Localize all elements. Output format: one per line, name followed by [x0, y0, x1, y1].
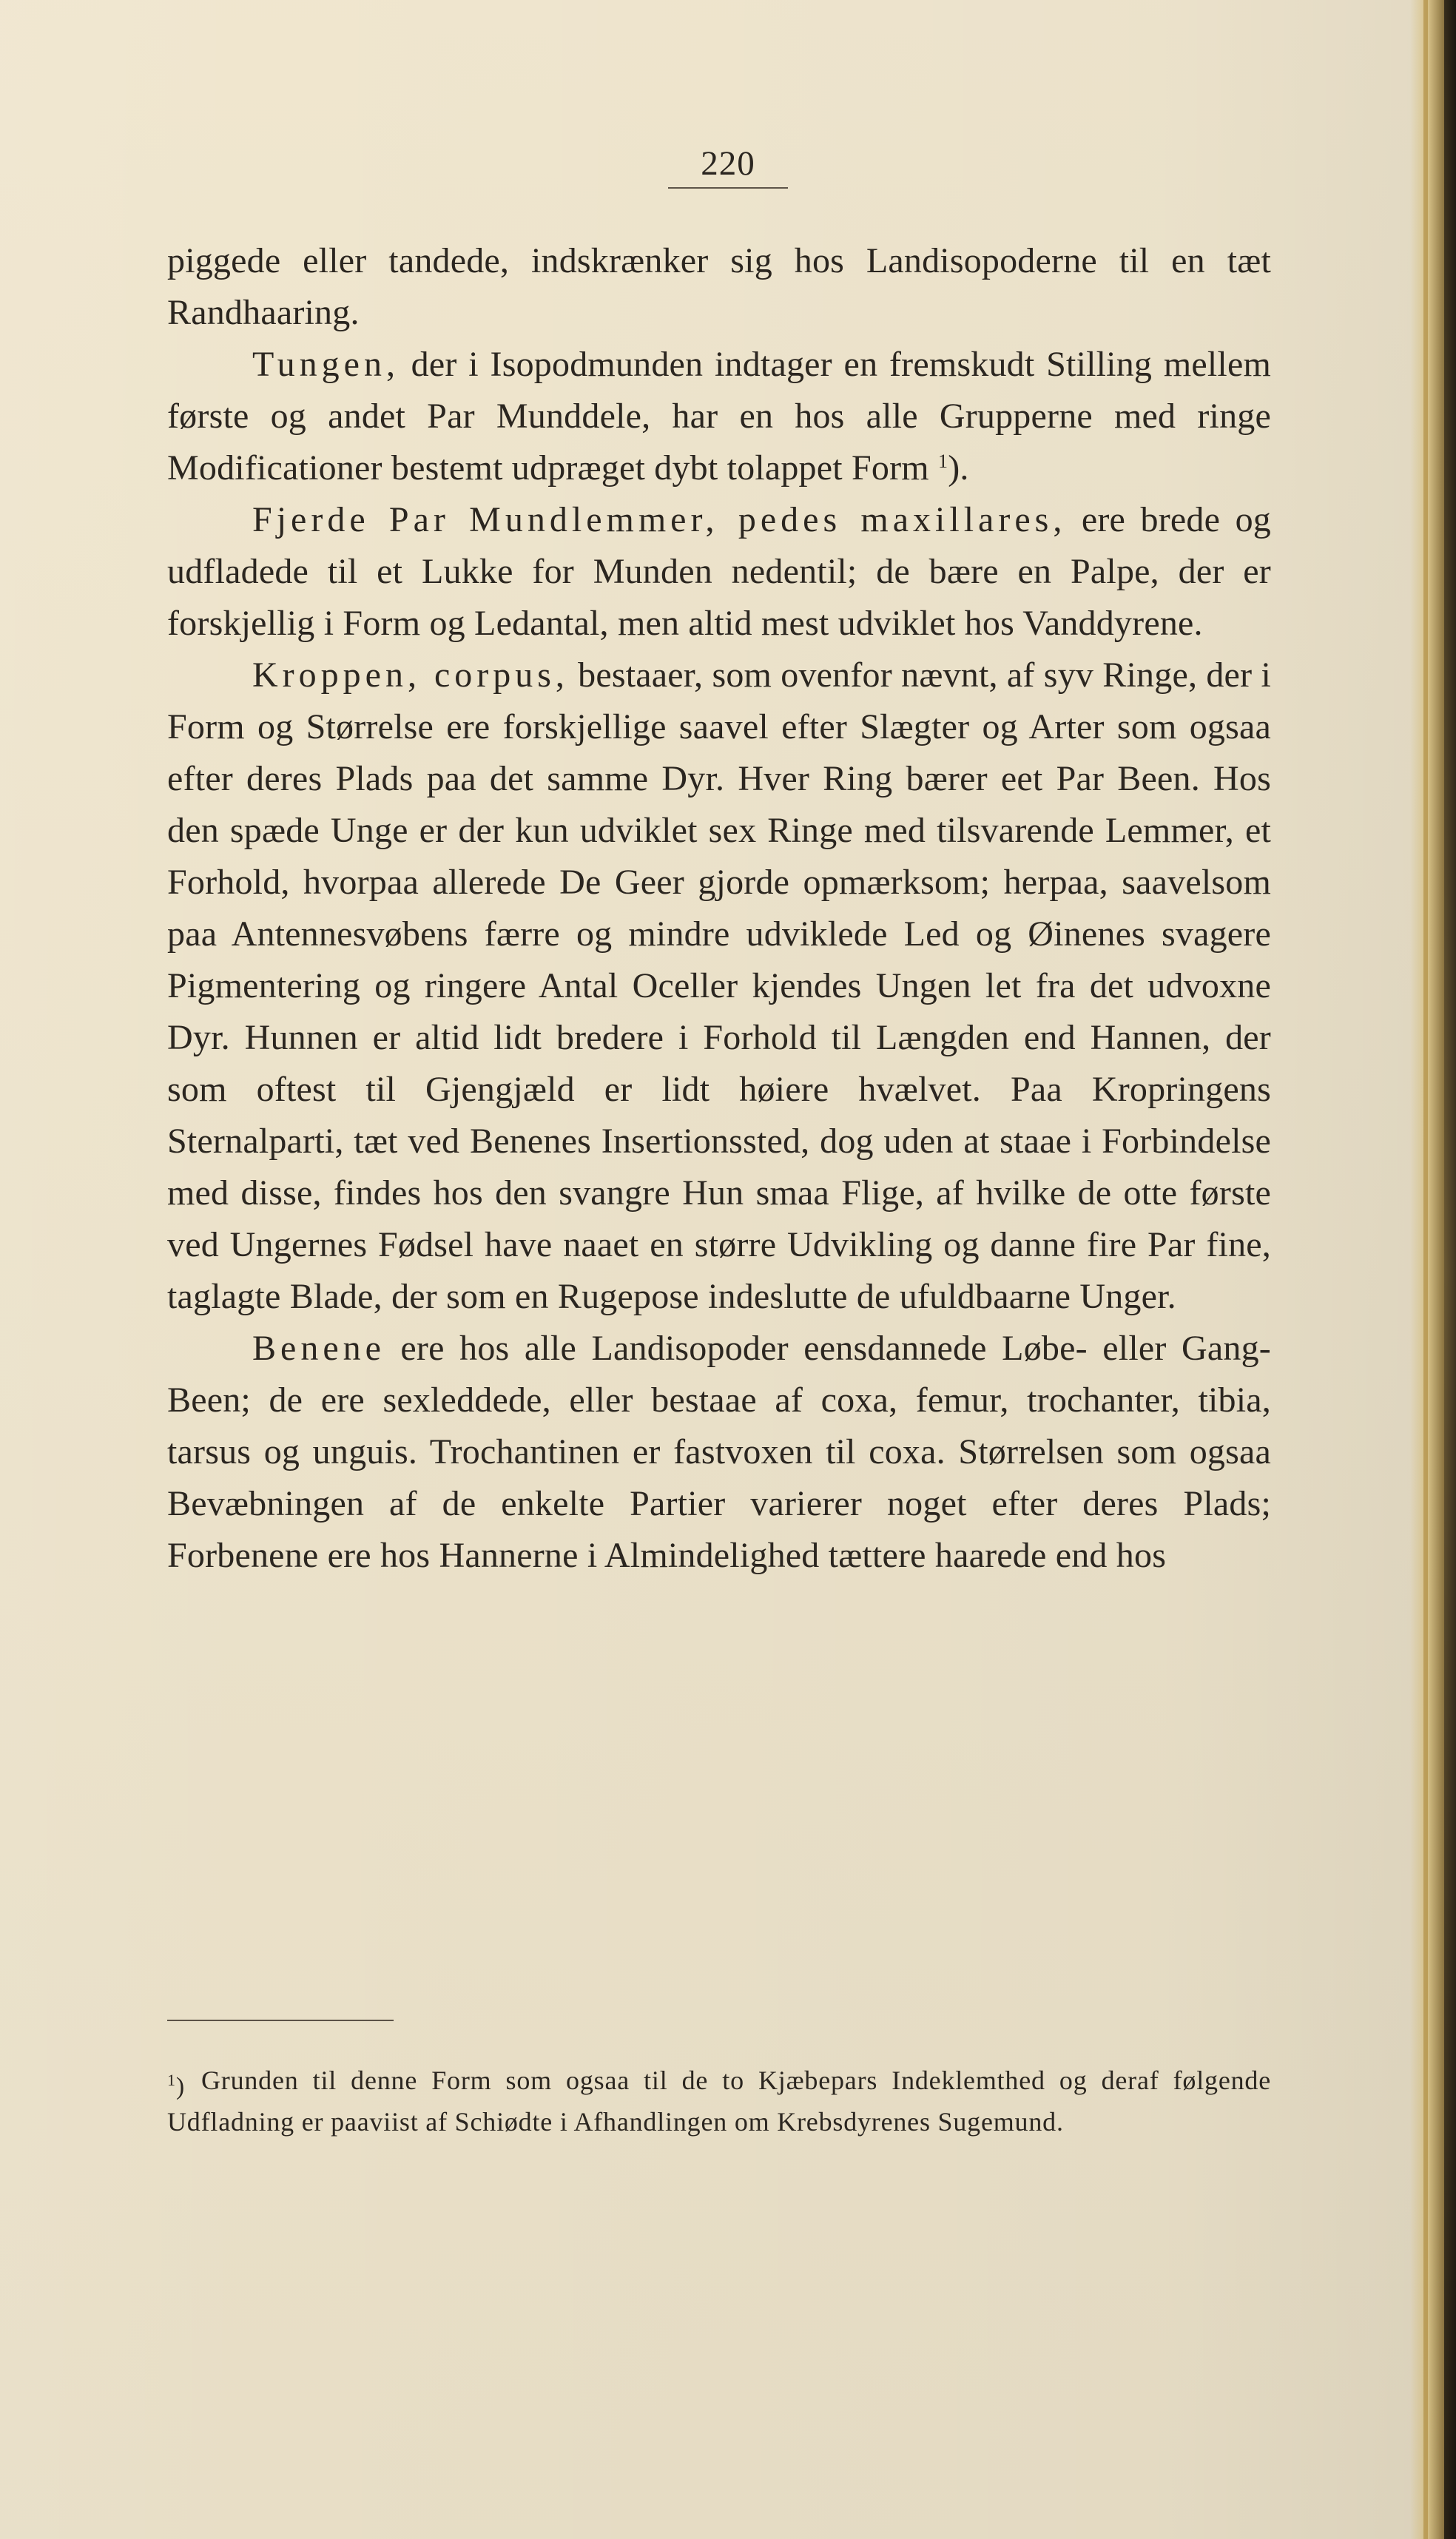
paragraph-2: [167, 339, 1271, 494]
paragraph-4: [167, 650, 1271, 1323]
footnote-reference: 1: [938, 451, 948, 472]
footnote-marker-number: 1: [167, 2071, 176, 2089]
page-edge-binding: [1410, 0, 1456, 2539]
paragraph-4-text: bestaaer, som ovenfor nævnt, af syv Ringe, der i Form og Størrelse ere forskjellige saavel efter Slægter og Arter som ogsaa efter deres Plads paa det samme Dyr. Hver Ring bærer eet Par Been. Hos den spæde Unge er der kun udviklet sex Ringe med tilsvarende Lemmer, et Forhold, hvorpaa allerede De Geer gjorde opmærksom; herpaa, saavelsom paa Antennesvøbens færre og mindre udviklede Led og Øinenes svagere Pigmentering og ringere Antal Oceller kjendes Ungen let fra det udvoxne Dyr. Hunnen er altid lidt bredere i Forhold til Længden end Hannen, der som oftest til Gjengjæld er lidt høiere hvælvet. Paa Kropringens Sternalparti, tæt ved Benenes Insertionssted, dog uden at staae i Forbindelse med disse, findes hos den svangre Hun smaa Flige, af hvilke de otte første ved Ungernes Fødsel have naaet en større Udvikling og danne fire Par fine, taglagte Blade, der som en Rugepose indeslutte de ufuldbaarne Unger.: [167, 655, 1271, 1316]
paragraph-1-text: piggede eller tandede, indskrænker sig hos Landisopoderne til en tæt Randhaaring.: [167, 241, 1271, 332]
paragraph-1: [167, 235, 1271, 339]
paragraph-4-lead: Kroppen, corpus,: [252, 655, 569, 695]
footnote-text: Grunden til denne Form som ogsaa til de to Kjæbepars Indeklemthed og deraf følgende Udfladning er paaviist af Schiødte i Afhandlingen om Krebsdyrenes Sugemund.: [167, 2066, 1271, 2137]
body-text: [167, 235, 1271, 1582]
paragraph-3: [167, 494, 1271, 650]
paragraph-5: [167, 1323, 1271, 1582]
paragraph-2-lead: Tungen,: [252, 345, 400, 384]
paragraph-3-lead: Fjerde Par Mundlemmer, pedes maxillares,: [252, 500, 1067, 539]
footnote-marker: [167, 2060, 185, 2108]
footnote-divider: [167, 2020, 394, 2021]
footnote: [167, 2060, 1271, 2142]
paragraph-5-lead: Benene: [252, 1329, 385, 1368]
page-number: 220: [668, 146, 788, 189]
paragraph-2-tail: ).: [948, 448, 969, 488]
footnote-marker-suffix: ): [175, 2073, 185, 2100]
paragraph-3-text: ere brede og udfladede til et Lukke for Munden nedentil; de bære en Palpe, der er forskjellig i Form og Ledantal, men altid mest udviklet hos Vanddyrene.: [167, 500, 1271, 643]
paragraph-2-text: der i Isopodmunden indtager en fremskudt Stilling mellem første og andet Par Munddele, har en hos alle Grupperne med ringe Modificationer bestemt udpræget dybt tolappet Form: [167, 345, 1271, 488]
paragraph-5-text: ere hos alle Landisopoder eensdannede Løbe- eller Gang-Been; de ere sexleddede, eller bestaae af coxa, femur, trochanter, tibia, tarsus og unguis. Trochantinen er fastvoxen til coxa. Størrelsen som ogsaa Bevæbningen af de enkelte Partier varierer noget efter deres Plads; Forbenene ere hos Hannerne i Almindelighed tættere haarede end hos: [167, 1329, 1271, 1575]
page-header: [0, 146, 1456, 189]
